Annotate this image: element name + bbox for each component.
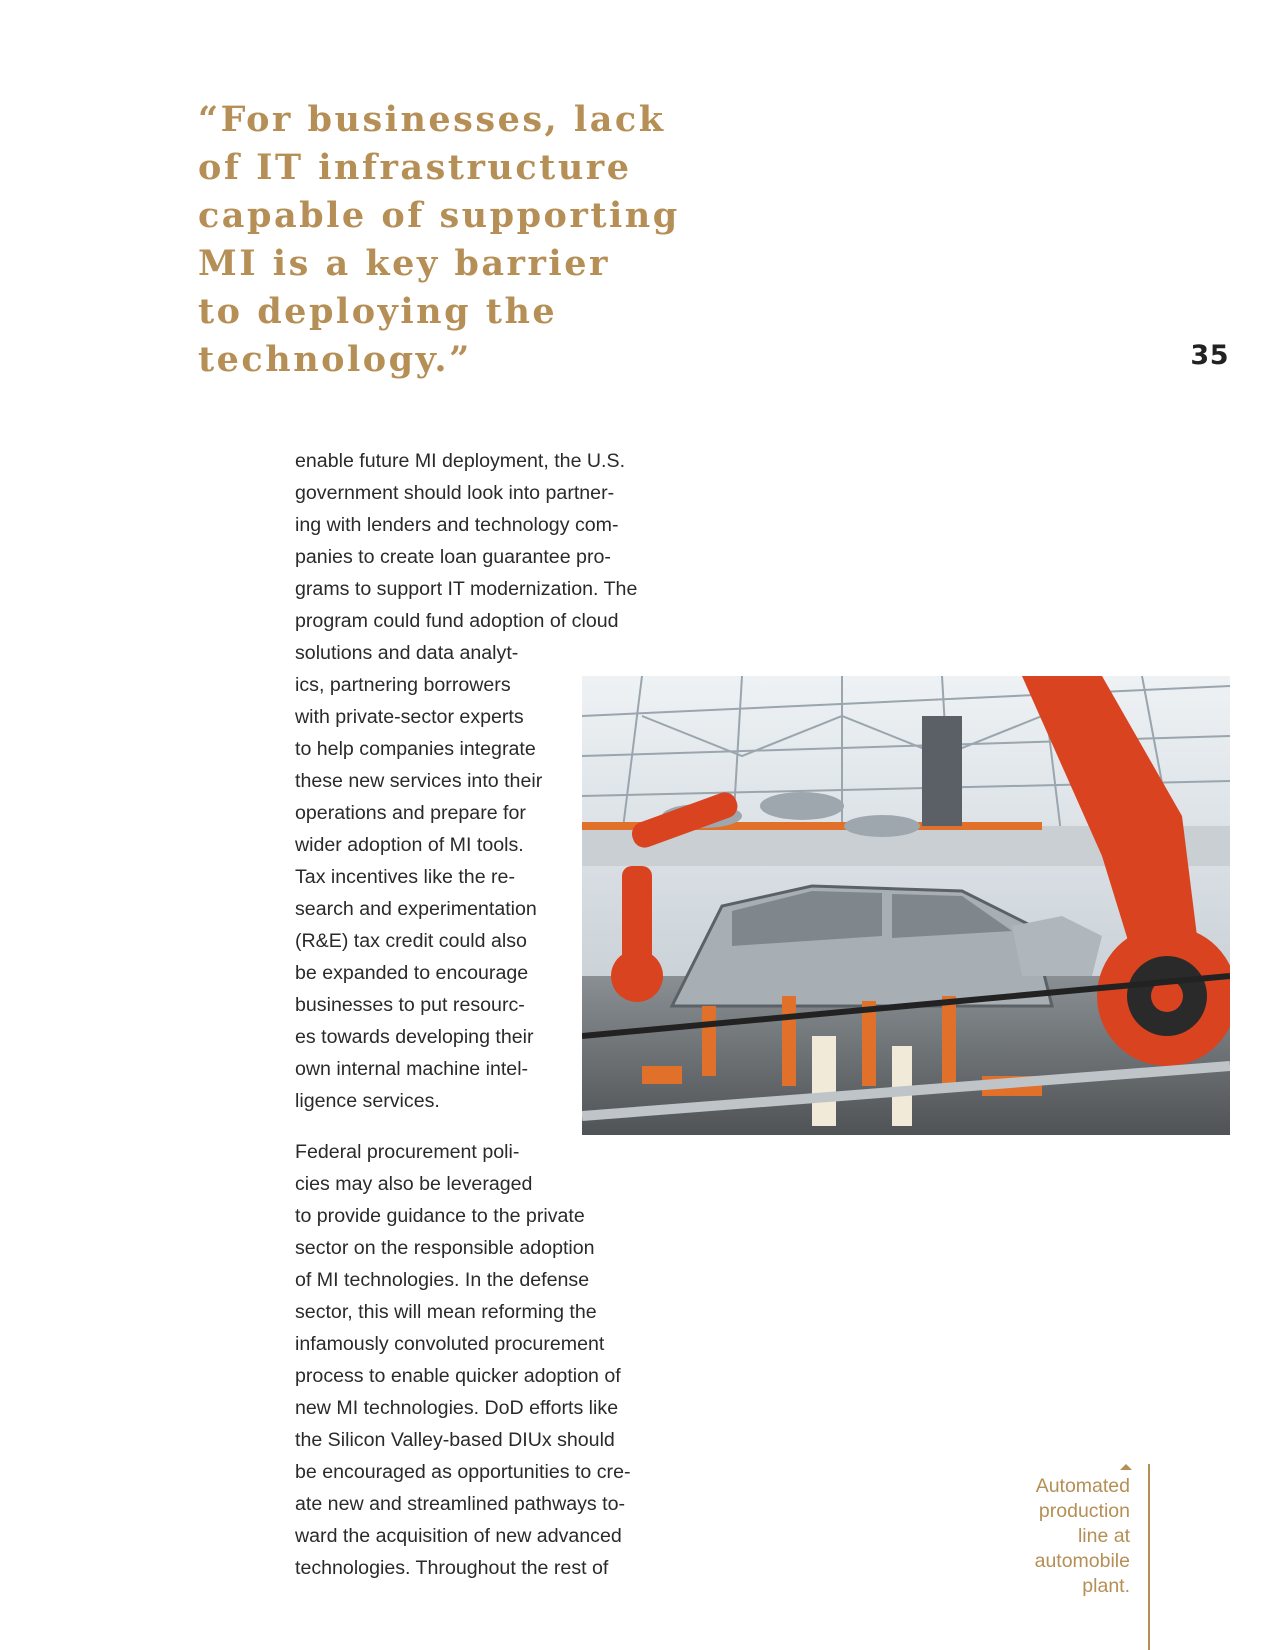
factory-photo-illustration: [582, 676, 1230, 1135]
text-line: sector, this will mean reforming the: [295, 1301, 597, 1323]
text-line: ics, partnering borrowers: [295, 674, 511, 696]
caption-line: line at: [1077, 1525, 1130, 1547]
caption-line: automobile: [1034, 1550, 1130, 1572]
text-line: panies to create loan guarantee pro-: [295, 546, 611, 568]
text-line: Federal procurement poli-: [295, 1141, 520, 1163]
caption-line: production: [1038, 1500, 1130, 1522]
pull-quote-line: technology.”: [198, 339, 472, 380]
text-line: new MI technologies. DoD efforts like: [295, 1397, 619, 1419]
text-line: be expanded to encourage: [295, 962, 529, 984]
factory-photo: [582, 676, 1230, 1135]
text-line: these new services into their: [295, 770, 543, 792]
caption-line: plant.: [1082, 1575, 1130, 1597]
text-line: Tax incentives like the re-: [295, 866, 515, 888]
text-line: (R&E) tax credit could also: [295, 930, 527, 952]
text-line: enable future MI deployment, the U.S.: [295, 450, 626, 472]
text-line: ate new and streamlined pathways to-: [295, 1493, 626, 1515]
text-line: search and experimentation: [295, 898, 537, 920]
text-line: solutions and data analyt-: [295, 642, 519, 664]
text-line: government should look into partner-: [295, 482, 615, 504]
text-line: ligence services.: [295, 1090, 440, 1112]
text-line: sector on the responsible adoption: [295, 1237, 595, 1259]
text-line: wider adoption of MI tools.: [295, 834, 524, 856]
caption-up-arrow-icon: [1120, 1464, 1132, 1470]
pull-quote-line: MI is a key barrier: [198, 243, 610, 284]
text-line: grams to support IT modernization. The: [295, 578, 638, 600]
pull-quote: [198, 96, 680, 384]
text-line: be encouraged as opportunities to cre-: [295, 1461, 631, 1483]
photo-caption: [998, 1464, 1150, 1650]
pull-quote-line: of IT infrastructure: [198, 147, 632, 188]
text-line: es towards developing their: [295, 1026, 534, 1048]
pull-quote-line: capable of supporting: [198, 195, 680, 236]
text-line: with private-sector experts: [295, 706, 524, 728]
text-line: infamously convoluted procurement: [295, 1333, 605, 1355]
text-line: own internal machine intel-: [295, 1058, 529, 1080]
text-line: program could fund adoption of cloud: [295, 610, 619, 632]
text-line: ward the acquisition of new advanced: [295, 1525, 622, 1547]
caption-text: [990, 1474, 1130, 1599]
text-line: businesses to put resourc-: [295, 994, 525, 1016]
text-line: technologies. Throughout the rest of: [295, 1557, 609, 1579]
text-line: process to enable quicker adoption of: [295, 1365, 621, 1387]
pull-quote-line: “For businesses, lack: [198, 99, 666, 140]
text-line: operations and prepare for: [295, 802, 526, 824]
paragraph-2: [295, 1136, 652, 1584]
pull-quote-line: to deploying the: [198, 291, 558, 332]
overhead-welding-head: [922, 716, 962, 826]
text-line: to help companies integrate: [295, 738, 536, 760]
page-number: 35: [1190, 340, 1229, 371]
text-line: to provide guidance to the private: [295, 1205, 585, 1227]
text-line: the Silicon Valley-based DIUx should: [295, 1429, 615, 1451]
text-line: cies may also be leveraged: [295, 1173, 533, 1195]
caption-line: Automated: [1035, 1475, 1130, 1497]
text-line: ing with lenders and technology com-: [295, 514, 619, 536]
text-line: of MI technologies. In the defense: [295, 1269, 590, 1291]
